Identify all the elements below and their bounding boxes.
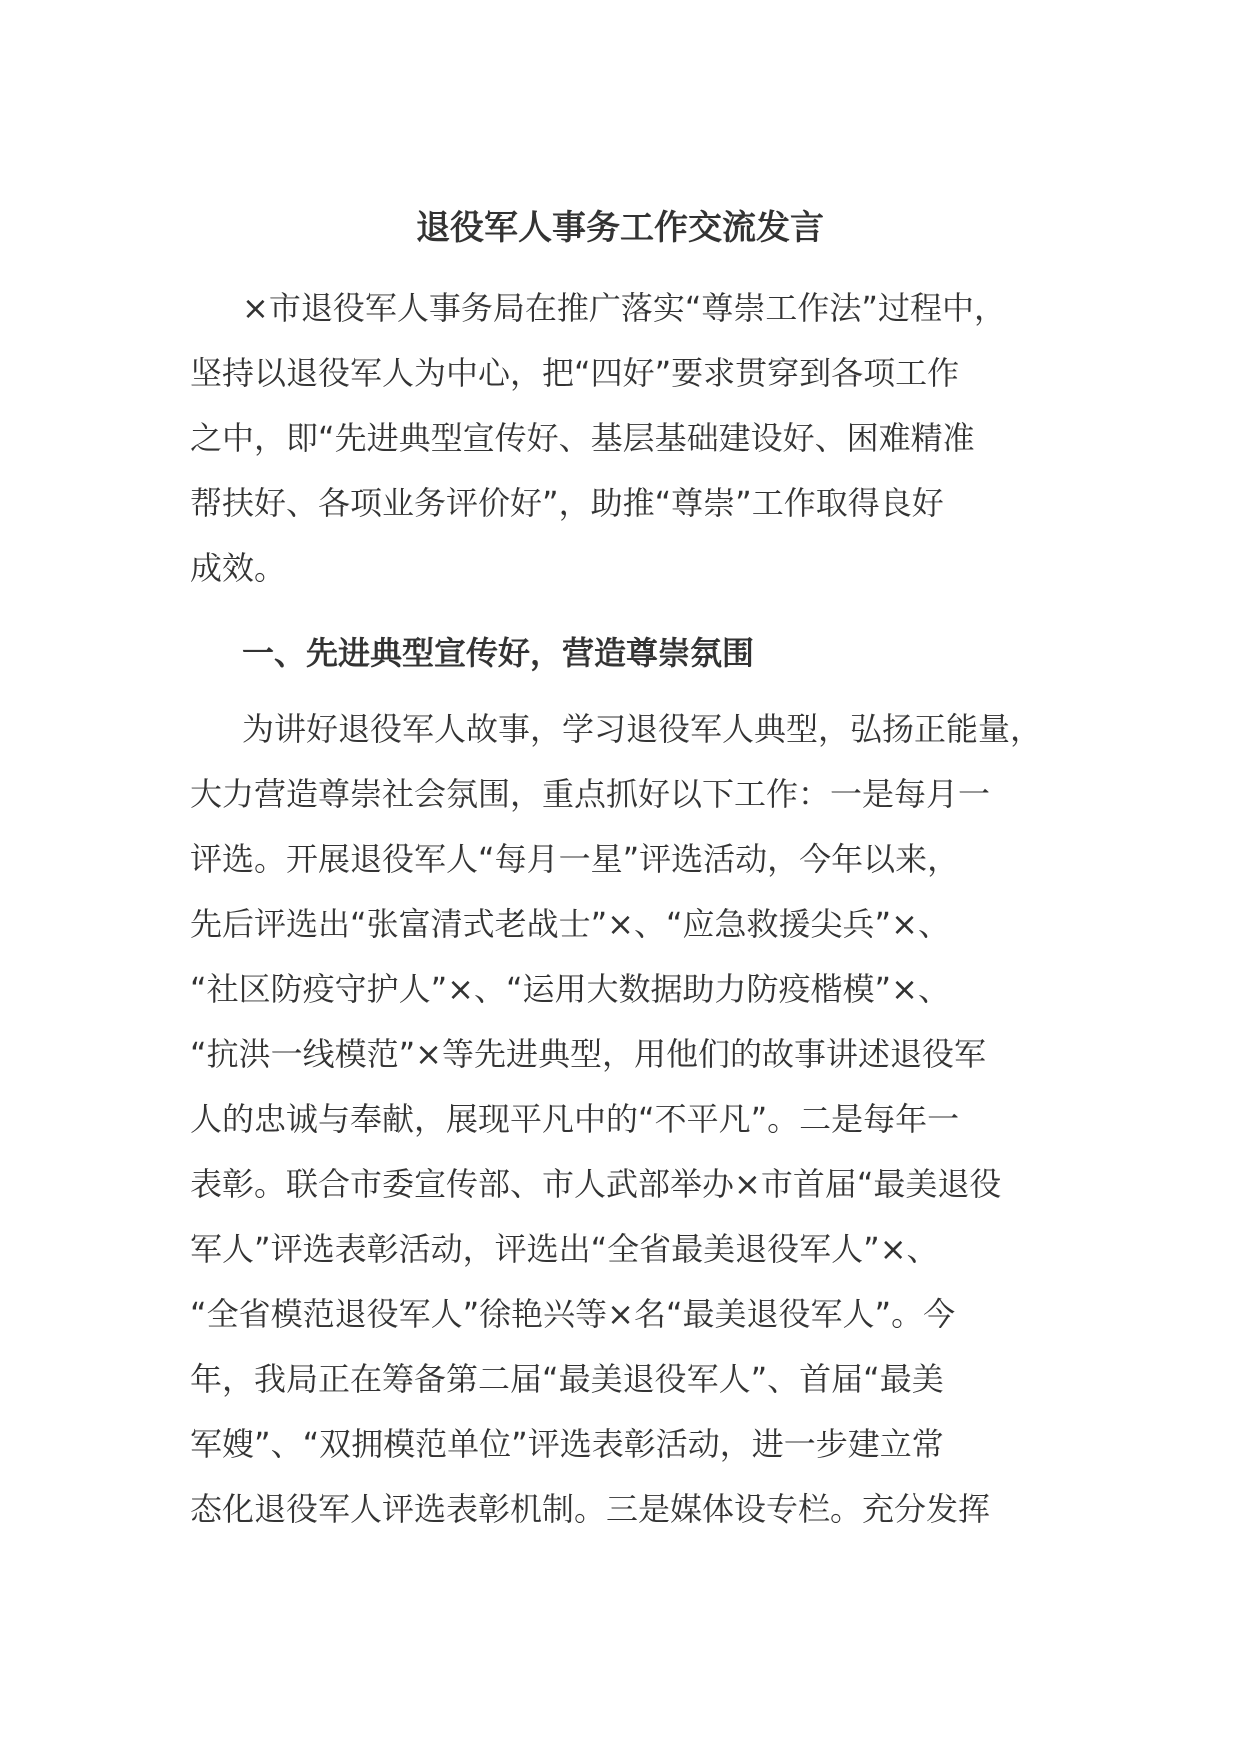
paragraph-line: “全省模范退役军人”徐艳兴等×名“最美退役军人”。今 [190,1295,956,1333]
paragraph-line: 之中，即“先进典型宣传好、基层基础建设好、困难精准 [190,419,975,457]
section-heading: 一、先进典型宣传好，营造尊崇氛围 [242,634,755,672]
paragraph-line: 为讲好退役军人故事，学习退役军人典型，弘扬正能量， [242,710,1043,748]
paragraph-line: 帮扶好、各项业务评价好”，助推“尊崇”工作取得良好 [190,484,944,522]
paragraph-line: 评选。开展退役军人“每月一星”评选活动，今年以来， [190,840,960,878]
intro-paragraph [190,276,1070,601]
paragraph-line: “抗洪一线模范”×等先进典型，用他们的故事讲述退役军 [190,1035,986,1073]
paragraph-line: 态化退役军人评选表彰机制。三是媒体设专栏。充分发挥 [190,1490,991,1528]
paragraph-line: 军人”评选表彰活动，评选出“全省最美退役军人”×、 [190,1230,939,1268]
document-title: 退役军人事务工作交流发言 [416,208,824,248]
paragraph-line: 表彰。联合市委宣传部、市人武部举办×市首届“最美退役 [190,1165,1002,1203]
paragraph-line: 先后评选出“张富清式老战士”×、“应急救援尖兵”×、 [190,905,950,943]
paragraph-line: 人的忠诚与奉献，展现平凡中的“不平凡”。二是每年一 [190,1100,960,1138]
section-paragraph [190,697,1070,1542]
paragraph-line: 大力营造尊崇社会氛围，重点抓好以下工作：一是每月一 [190,775,991,813]
paragraph-line: 军嫂”、“双拥模范单位”评选表彰活动，进一步建立常 [190,1425,944,1463]
paragraph-line: 坚持以退役军人为中心，把“四好”要求贯穿到各项工作 [190,354,960,392]
paragraph-line: “社区防疫守护人”×、“运用大数据助力防疫楷模”×、 [190,970,950,1008]
paragraph-line: 成效。 [190,549,287,587]
paragraph-line: 年，我局正在筹备第二届“最美退役军人”、首届“最美 [190,1360,944,1398]
paragraph-line: ×市退役军人事务局在推广落实“尊崇工作法”过程中， [242,289,1006,327]
